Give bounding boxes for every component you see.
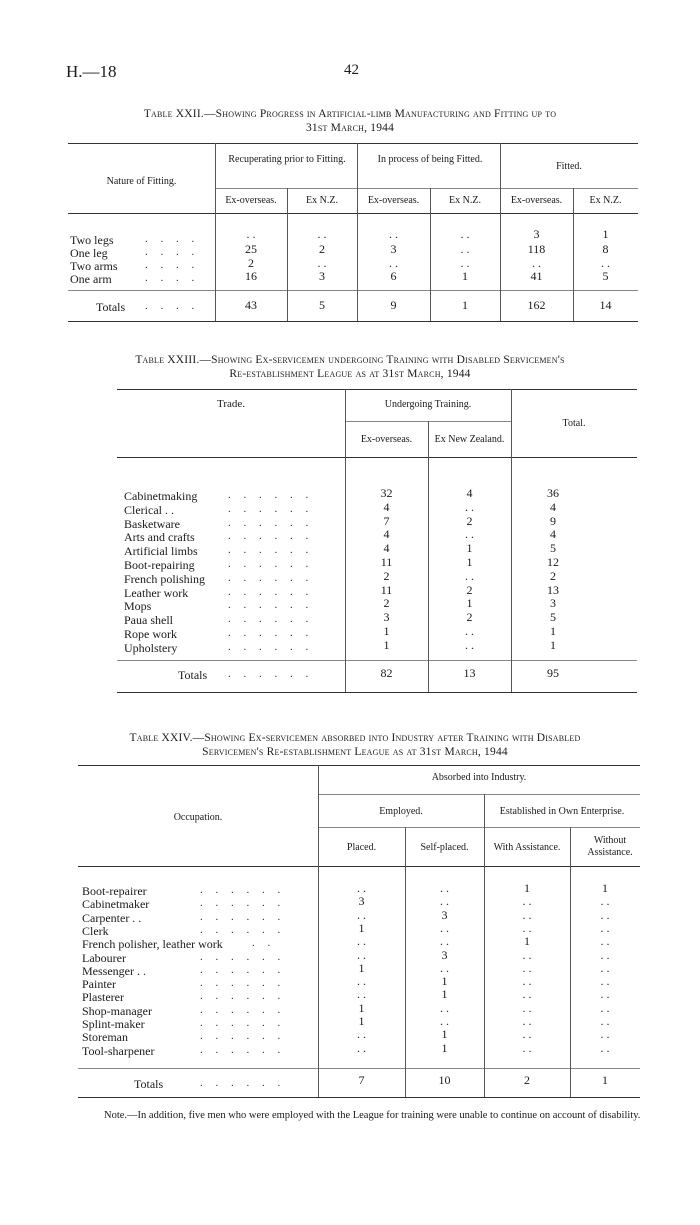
cell: 9 <box>550 513 556 528</box>
cell: 36 <box>547 486 559 500</box>
leader-dots: . . . . . . <box>200 990 286 1003</box>
leader-dots: . . . . . . <box>228 585 314 598</box>
cell: 2 <box>466 513 473 528</box>
row-label: Clerical . . <box>124 502 174 517</box>
cell: 4 <box>466 486 473 500</box>
leader-dots: . . . . <box>145 259 200 271</box>
row-label: Artificial limbs <box>124 544 198 559</box>
row-label: One leg <box>70 246 108 260</box>
totals-label: Totals <box>178 668 208 682</box>
leader-dots: . . . . . . <box>228 544 314 557</box>
row-label: Tool-sharpener <box>82 1043 155 1058</box>
leader-dots: . . . . . . <box>228 599 314 612</box>
cell: 2 <box>383 596 390 611</box>
row-label: Rope work <box>124 627 177 641</box>
sub-ex-nz: Ex N.Z. <box>589 195 622 206</box>
cell: 25 <box>245 242 257 256</box>
cell: 118 <box>527 242 546 256</box>
cell: 3 <box>441 947 448 962</box>
cell: 6 <box>390 269 397 283</box>
cell: 1 <box>441 1027 448 1042</box>
cell: 1 <box>358 920 365 935</box>
totals-label: Totals <box>134 1077 164 1091</box>
cell: . . <box>522 1014 532 1028</box>
cell: . . <box>522 1000 532 1015</box>
leader-dots: . . . . <box>145 300 200 312</box>
cell: 11 <box>380 582 393 597</box>
cell: . . <box>522 974 532 989</box>
leader-dots: . . . . . . <box>228 530 314 543</box>
sub-placed: Placed. <box>346 842 377 853</box>
sub-ex-nz: Ex N.Z. <box>449 195 481 206</box>
row-label: Boot-repairer <box>82 884 147 898</box>
cell: 2 <box>383 568 390 583</box>
cell: 1 <box>441 974 448 989</box>
table-xxii-caption <box>60 107 640 136</box>
cell: 3 <box>441 907 448 922</box>
group-absorbed-into-industry: Absorbed into Industry. <box>431 772 527 783</box>
cell: . . <box>522 1040 532 1055</box>
cell: 1 <box>383 637 390 652</box>
row-label: Leather work <box>124 585 189 600</box>
total-cell: 95 <box>547 666 559 680</box>
cell: . . <box>522 987 532 1002</box>
cell: 4 <box>383 541 390 556</box>
leader-dots: . . . . . . <box>200 1017 286 1029</box>
footnote: Note.—In addition, five men who were employed with the League for training were unable to continue on account of disability. <box>104 1110 641 1121</box>
row-label: Two arms <box>70 259 118 273</box>
table-xxiii-caption-line2: Re-establishment League as at 31st March, 1944 <box>229 368 471 381</box>
row-label: Plasterer <box>82 990 124 1005</box>
total-cell: 1 <box>602 1073 608 1087</box>
cell: 2 <box>550 568 556 583</box>
cell: . . <box>440 1014 449 1028</box>
cell: . . <box>522 947 532 962</box>
col-occupation: Occupation. <box>173 812 223 823</box>
cell: . . <box>357 1040 366 1055</box>
row-label: Carpenter . . <box>82 910 142 925</box>
cell: 3 <box>533 227 540 241</box>
cell: . . <box>522 960 532 975</box>
cell: . . <box>440 934 449 949</box>
total-cell: 10 <box>438 1073 451 1087</box>
cell: . . <box>440 894 449 909</box>
cell: 1 <box>524 934 530 949</box>
cell: . . <box>522 907 532 922</box>
cell: 1 <box>466 541 473 556</box>
col-trade: Trade. <box>216 398 245 410</box>
cell: . . <box>389 227 398 241</box>
row-label: Two legs <box>70 233 114 247</box>
row-label: Painter <box>82 977 116 992</box>
total-cell: 1 <box>462 298 468 312</box>
cell: . . <box>357 974 366 989</box>
row-label: Labourer <box>82 950 126 965</box>
totals-label: Totals <box>96 300 126 314</box>
cell: . . <box>600 1040 610 1055</box>
cell: 1 <box>462 269 468 283</box>
cell: . . <box>600 1027 610 1042</box>
row-label: Basketware <box>124 516 180 531</box>
cell: . . <box>357 907 366 922</box>
cell: . . <box>522 920 532 935</box>
cell: 5 <box>550 541 556 556</box>
cell: . . <box>440 960 449 975</box>
row-label: Paua shell <box>124 613 173 628</box>
cell: . . <box>465 637 474 652</box>
row-label: Shop-manager <box>82 1003 152 1018</box>
sub-with-assistance: With Assistance. <box>493 842 561 853</box>
cell: 1 <box>602 227 609 241</box>
sub-ex-overseas: Ex-overseas. <box>510 195 563 206</box>
leader-dots: . . . . . . <box>200 1043 286 1056</box>
table-xxiv-caption-line2: Servicemen's Re-establishment League as at 31st March, 1944 <box>202 746 508 759</box>
row-label: Boot-repairing <box>124 558 195 572</box>
col-total: Total. <box>562 418 586 429</box>
group-recuperating: Recuperating prior to Fitting. <box>228 154 346 165</box>
cell: 1 <box>524 881 530 895</box>
leader-dots: . . . . <box>145 246 200 258</box>
cell: 41 <box>530 269 543 283</box>
sub-ex-overseas: Ex-overseas. <box>360 434 413 445</box>
cell: . . <box>532 256 541 270</box>
cell: . . <box>317 227 327 241</box>
cell: . . <box>600 1000 610 1015</box>
cell: . . <box>440 881 449 895</box>
cell: . . <box>600 1014 610 1028</box>
cell: 12 <box>547 555 559 569</box>
cell: 4 <box>550 499 556 514</box>
cell: . . <box>600 987 610 1002</box>
cell: . . <box>600 947 610 962</box>
leader-dots: . . . . . . <box>200 1003 286 1016</box>
total-cell: 9 <box>390 298 397 312</box>
group-undergoing-training: Undergoing Training. <box>384 399 472 410</box>
cell: . . <box>357 934 366 949</box>
leader-dots: . . . . <box>145 272 200 284</box>
cell: 1 <box>441 1040 448 1055</box>
leader-dots: . . . . . . <box>200 950 286 963</box>
sub-self-placed: Self-placed. <box>420 842 469 853</box>
cell: 13 <box>547 582 559 597</box>
total-cell: 2 <box>524 1073 530 1087</box>
cell: 5 <box>550 610 556 625</box>
leader-dots: . . . . . . <box>228 640 314 653</box>
cell: 7 <box>383 513 390 528</box>
cell: . . <box>600 974 610 989</box>
cell: . . <box>465 499 474 514</box>
cell: . . <box>600 934 610 949</box>
row-label: Splint-maker <box>82 1017 145 1031</box>
table-xxii-caption-line1: Table XXII.—Showing Progress in Artificial-limb Manufacturing and Fitting up to <box>143 108 557 120</box>
total-cell: 13 <box>463 666 476 680</box>
row-label: Cabinetmaking <box>124 489 198 503</box>
cell: 1 <box>550 624 556 638</box>
row-label: Storeman <box>82 1030 128 1045</box>
sub-ex-nz: Ex N.Z. <box>306 195 338 206</box>
cell: . . <box>460 242 470 256</box>
cell: 1 <box>466 555 473 569</box>
row-label: Cabinetmaker <box>82 897 150 912</box>
group-fitted: Fitted. <box>556 161 582 172</box>
cell: 1 <box>466 596 473 611</box>
row-label: Upholstery <box>124 640 178 655</box>
total-cell: 43 <box>245 298 257 312</box>
group-in-process: In process of being Fitted. <box>377 154 483 165</box>
group-established-own-enterprise: Established in Own Enterprise. <box>499 806 625 817</box>
cell: . . <box>246 227 256 241</box>
leader-dots: . . . . . . <box>228 558 314 570</box>
table-xxiii-caption-line1: Table XXIII.—Showing Ex-servicemen undergoing Training with Disabled Servicemen's <box>135 354 565 366</box>
group-employed: Employed. <box>379 806 423 817</box>
leader-dots: . . . . . . <box>228 571 314 584</box>
leader-dots: . . . . . . <box>200 963 286 976</box>
cell: 32 <box>380 486 393 500</box>
cell: . . <box>440 1000 449 1015</box>
cell: . . <box>522 1027 532 1042</box>
cell: 11 <box>380 555 393 569</box>
cell: . . <box>357 947 366 962</box>
row-label: Clerk <box>82 923 109 938</box>
cell: . . <box>600 907 610 922</box>
leader-dots: . . . . . . <box>228 613 314 626</box>
row-label: Messenger . . <box>82 963 146 978</box>
cell: 2 <box>466 582 473 597</box>
cell: 2 <box>466 610 473 625</box>
cell: 1 <box>383 624 390 638</box>
leader-dots: . . . . . . <box>200 1077 286 1089</box>
cell: 1 <box>358 960 365 975</box>
leader-dots: . . . . . . <box>200 923 286 936</box>
col-nature-of-fitting: Nature of Fitting. <box>106 176 177 187</box>
row-label: French polisher, leather work <box>82 937 223 952</box>
cell: 8 <box>602 242 609 256</box>
sub-ex-overseas: Ex-overseas. <box>367 195 420 206</box>
cell: 3 <box>319 269 325 283</box>
table-xxiv-caption-line1: Table XXIV.—Showing Ex-servicemen absorbed into Industry after Training with Disabled <box>129 732 581 744</box>
cell: 3 <box>550 596 556 611</box>
leader-dots: . . . . . . <box>200 897 286 910</box>
cell: . . <box>600 960 610 975</box>
cell: . . <box>357 987 366 1002</box>
cell: 1 <box>441 987 448 1002</box>
row-label: French polishing <box>124 571 205 586</box>
leader-dots: . . . . . . <box>200 884 286 896</box>
cell: . . <box>357 881 366 895</box>
cell: . . <box>460 256 470 270</box>
cell: . . <box>317 256 327 270</box>
leader-dots: . . . . . . <box>200 910 286 923</box>
total-cell: 82 <box>380 666 393 680</box>
total-cell: 5 <box>319 298 325 312</box>
leader-dots: . . . . . . <box>228 489 314 501</box>
row-label: One arm <box>70 272 112 286</box>
leader-dots: . . . . . . <box>228 627 314 639</box>
sub-without-assistance: Without Assistance. <box>587 835 633 858</box>
leader-dots: . . . . . . <box>228 502 314 515</box>
leader-dots: . . . . . . <box>228 668 314 680</box>
cell: 3 <box>390 242 397 256</box>
row-label: Arts and crafts <box>124 530 195 545</box>
cell: . . <box>522 894 532 909</box>
leader-dots: . . . . . . <box>228 516 314 529</box>
cell: . . <box>465 624 474 638</box>
cell: 3 <box>358 894 365 909</box>
total-cell: 162 <box>527 298 546 312</box>
row-label: Mops <box>124 599 152 614</box>
leader-dots: . . . . . . <box>200 977 286 990</box>
cell: 4 <box>550 527 556 542</box>
cell: . . <box>440 920 449 935</box>
cell: . . <box>600 920 610 935</box>
cell: 4 <box>383 527 390 542</box>
cell: 3 <box>383 610 390 625</box>
cell: 1 <box>358 1000 365 1015</box>
cell: 1 <box>358 1014 365 1028</box>
cell: . . <box>460 227 470 241</box>
page-number: 42 <box>344 62 359 78</box>
cell: 1 <box>550 637 556 652</box>
cell: 5 <box>602 269 609 283</box>
cell: 2 <box>319 242 325 256</box>
sub-ex-overseas: Ex-overseas. <box>225 195 277 206</box>
cell: . . <box>601 256 610 270</box>
total-cell: 7 <box>358 1073 365 1087</box>
cell: . . <box>465 568 474 583</box>
cell: 16 <box>245 269 257 283</box>
table-xxii-caption-line2: 31st March, 1944 <box>305 122 395 135</box>
cell: . . <box>389 256 398 270</box>
cell: . . <box>357 1027 366 1042</box>
cell: . . <box>465 527 474 542</box>
table-xxiii-caption <box>40 353 660 382</box>
table-xxiv-caption <box>30 731 680 760</box>
sub-ex-new-zealand: Ex New Zealand. <box>434 434 505 445</box>
document-reference: H.—18 <box>66 62 117 81</box>
leader-dots: . . . . . . <box>200 1030 286 1043</box>
leader-dots: . . . . <box>145 233 200 245</box>
cell: . . <box>600 894 610 909</box>
cell: 1 <box>602 881 608 895</box>
cell: 4 <box>383 499 390 514</box>
total-cell: 14 <box>599 298 612 312</box>
leader-dots: . . <box>252 937 276 950</box>
cell: 2 <box>248 256 254 270</box>
